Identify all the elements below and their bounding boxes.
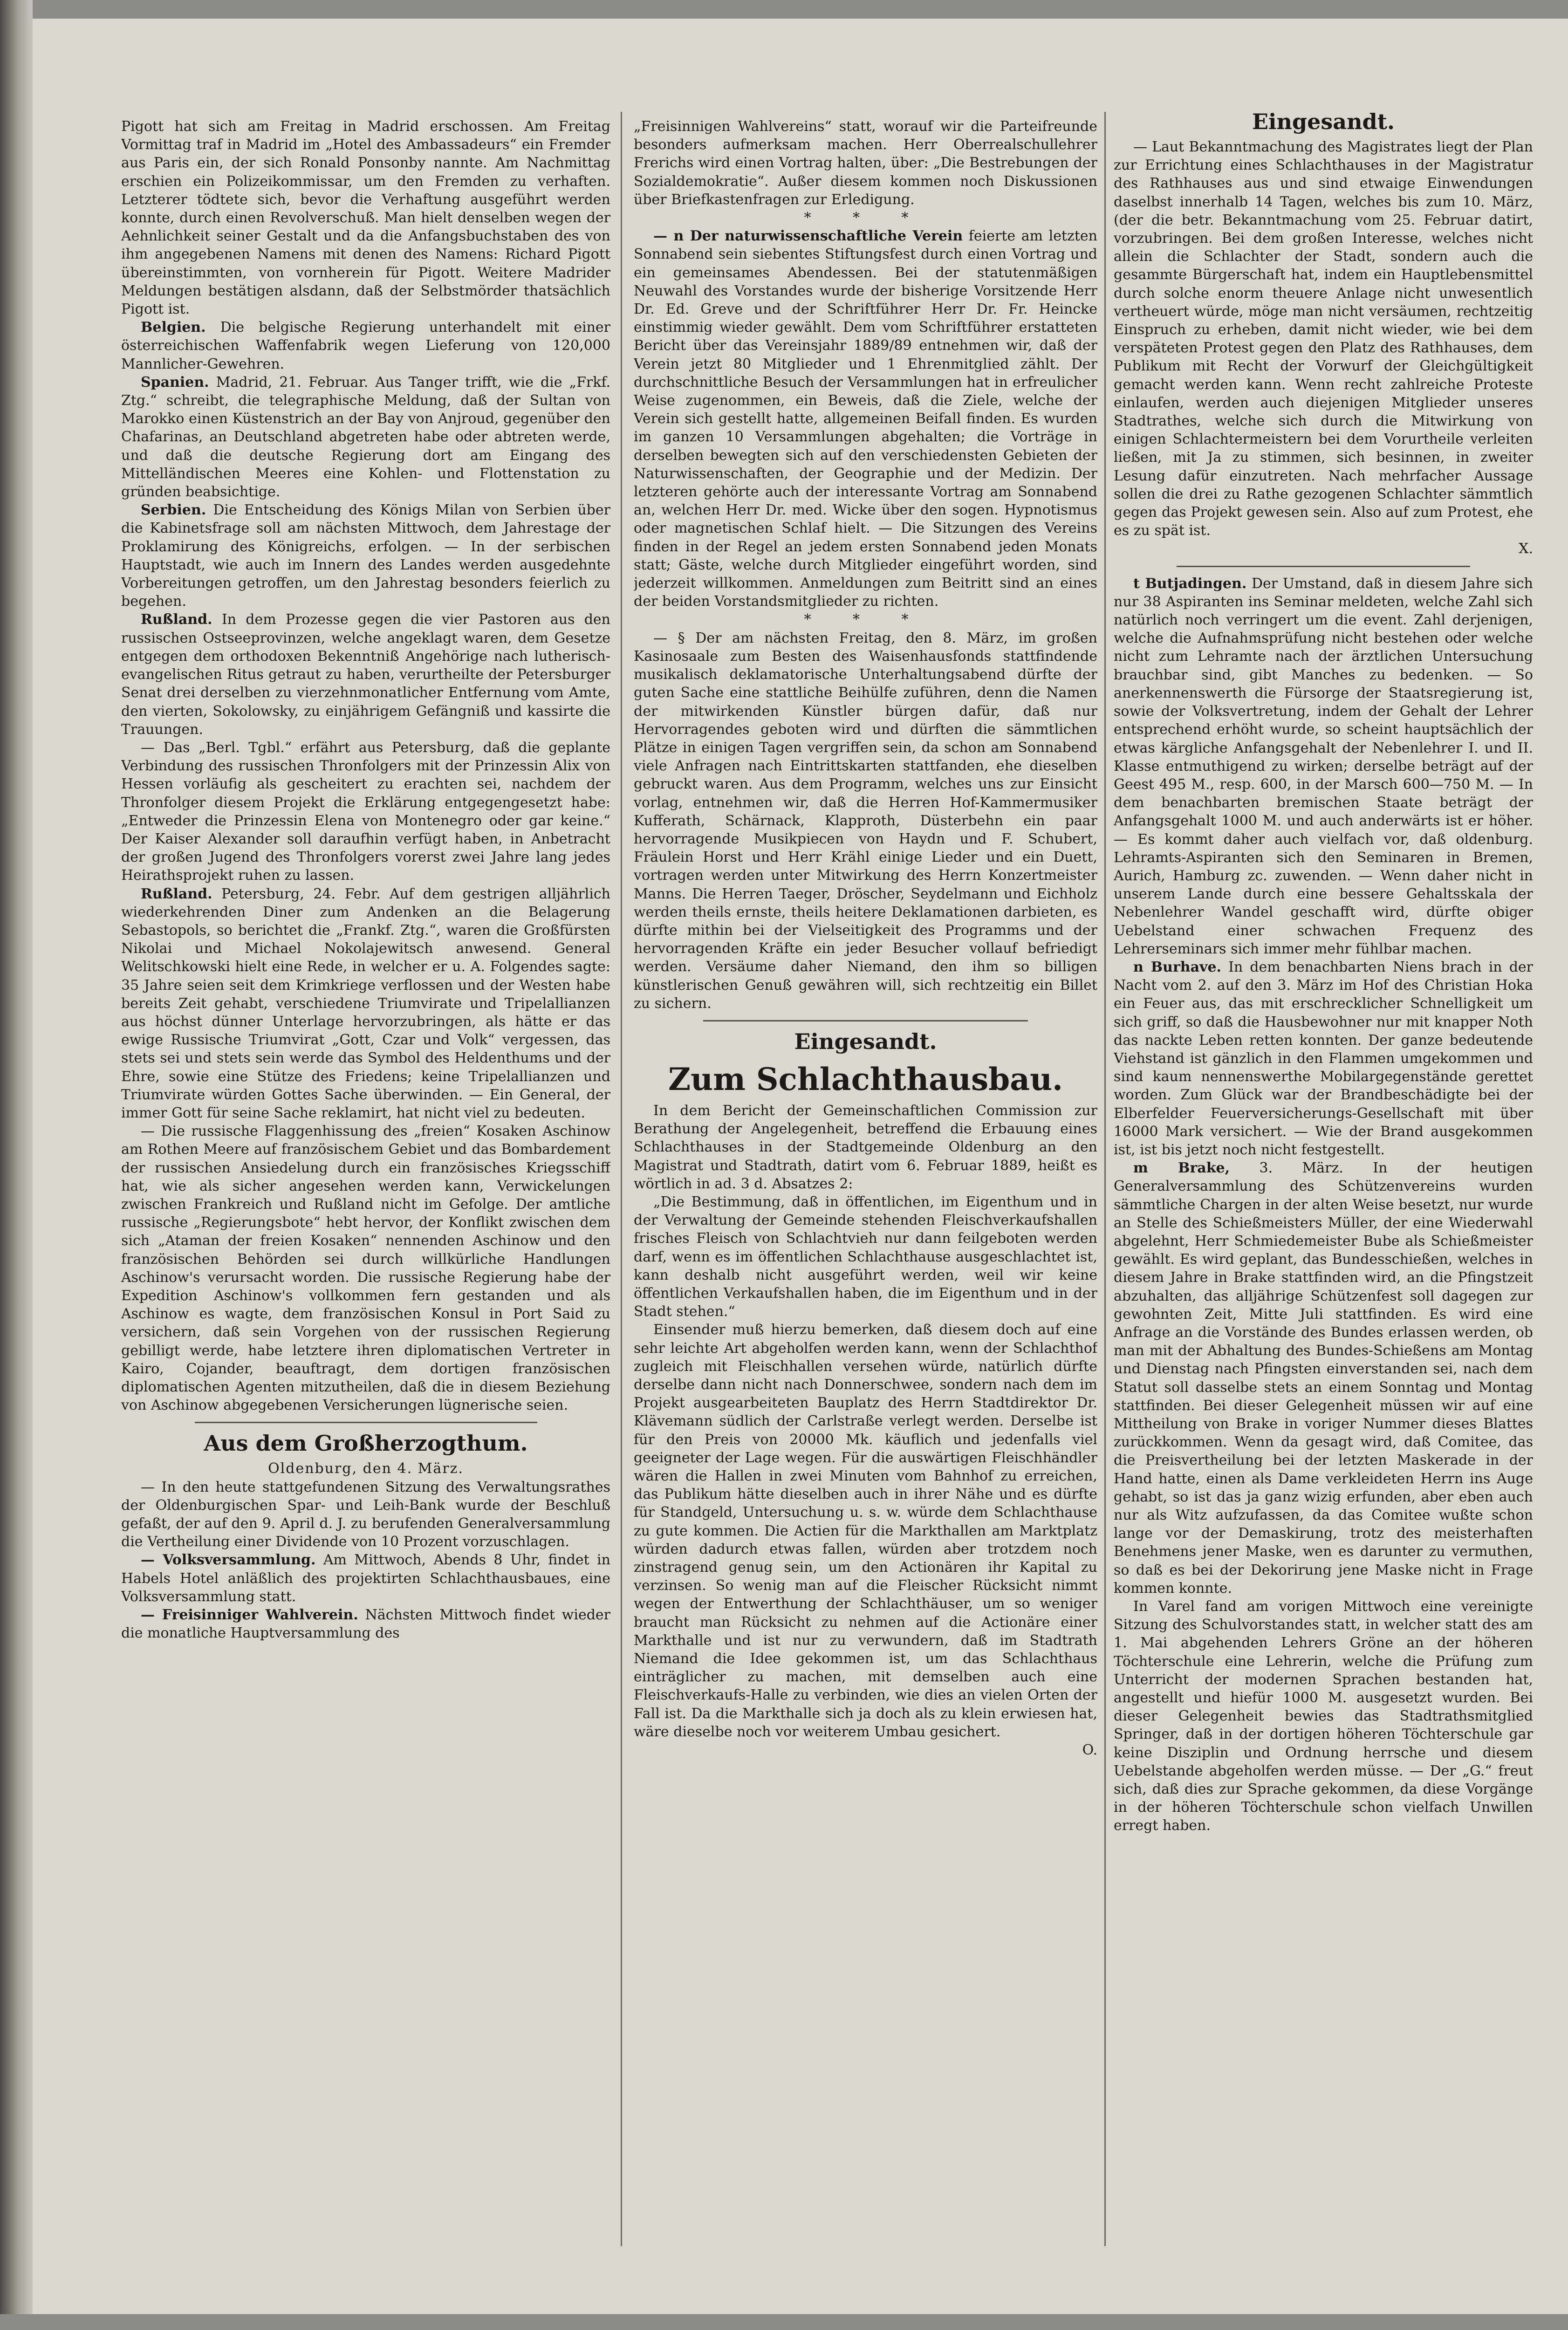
section-divider [195, 1422, 537, 1423]
article-schlachthaus-quote: „Die Bestimmung, daß in öffentlichen, im Eigenthum und in der Verwaltung der Gemeinde stehenden Fleischverkaufshallen frisches Fleisch von Schlachtvieh nur dann feilgeboten werden darf, wenn es im öffentlichen Schlachthause ausgeschlachtet ist, kann deshalb nicht ausgeführt werden, weil wir keine öffentlichen Verkaufshallen haben, die im Eigenthum und in der Stadt stehen.“ [634, 1193, 1097, 1320]
column-3 [1114, 19, 1533, 2330]
text-russland-1: In dem Prozesse gegen die vier Pastoren aus den russischen Ostseeprovinzen, welche angeklagt waren, dem Gesetze entgegen dem orthodoxen Bekenntniß Angehörige nach lutherisch-evangelischen Ritus getraut zu haben, verurtheilte der Petersburger Senat drei derselben zu vierzehnmonatlicher Entfernung vom Amte, den vierten, Sokolowsky, zu einjährigem Gefängniß und kassirte die Trauungen. [121, 611, 610, 738]
article-sparbank: — In den heute stattgefundenen Sitzung des Verwaltungsrathes der Oldenburgischen Spar- und Leih-Bank wurde der Beschluß gefaßt, der auf den 9. April d. J. zu berufenden Generalversammlung die Vertheilung einer Dividende von 10 Prozent vorzuschlagen. [121, 1479, 610, 1550]
section-label-eingesandt: Eingesandt. [794, 1028, 937, 1054]
signature-o: O. [1082, 1742, 1097, 1759]
keyword-brake: m Brake, [1133, 1160, 1230, 1177]
keyword-spanien: Spanien. [141, 374, 209, 391]
text-naturwiss-verein: feierte am letzten Sonnabend sein siebentes Stiftungsfest durch einen Vortrag und ein gemeinsames Abendessen. Bei der statutenmäßigen Neuwahl des Vorstandes wurde der bisherige Vorsitzende Herr Dr. Ed. Greve und der Schriftführer Herr Dr. Fr. Heincke einstimmig wieder gewählt. Dem vom Schriftführer erstatteten Bericht über das Vereinsjahr 1889/89 entnehmen wir, daß der Verein jetzt 80 Mitglieder und 1 Ehrenmitglied zählt. Der durchschnittliche Besuch der Versammlungen hat in erfreulicher Weise zugenommen, ein Beweis, daß die Ziele, welche der Verein sich gestellt hatte, allgemeinen Beifall finden. Es wurden im ganzen 10 Versammlungen abgehalten; die Vorträge in derselben bewegten sich auf den verschiedensten Gebieten der Naturwissenschaften, der Geographie und der Medizin. Der letzteren gehörte auch der interessante Vortrag am Sonnabend an, welchen Herr Dr. med. Wicke über den sogen. Hypnotismus oder magnetischen Schlaf hielt. — Die Sitzungen des Vereins finden in der Regel an jedem ersten Sonnabend jeden Monats statt; Gäste, welche durch Mitglieder eingeführt worden, sind jederzeit willkommen. Anmeldungen zum Beitritt sind an eines der beiden Vorstandsmitglieder zu richten. [634, 228, 1097, 610]
text-serbien: Die Entscheidung des Königs Milan von Serbien über die Kabinetsfrage soll am nächsten Mittwoch, dem Jahrestage der Proklamirung des Königreichs, erfolgen. — In der serbischen Hauptstadt, wie auch im Innern des Landes werden ausgedehnte Vorbereitungen getroffen, um den Jahrestag besonders feierlich zu begehen. [121, 502, 610, 610]
separator-stars-2: * * * [804, 611, 927, 628]
section-title-grossherzogthum: Aus dem Großherzogthum. [204, 1431, 528, 1456]
section-divider-2 [703, 1020, 1028, 1021]
text-wahlverein: Nächsten Mittwoch findet wieder die monatliche Hauptversammlung des [121, 1607, 610, 1642]
text-spanien: Madrid, 21. Februar. Aus Tanger trifft, wie die „Frkf. Ztg.“ schreibt, die telegraphische Meldung, daß der Sultan von Marokko einen Küstenstrich an der Bay von Anjroud, gegenüber den Chafarinas, an Deutschland abgetreten habe oder abtreten werde, und daß die deutsche Regierung dort am Eingang des Mittelländischen Meeres eine Kohlen- und Flottenstation zu gründen beabsichtige. [121, 374, 610, 500]
column-1 [121, 19, 610, 2330]
text-butjadingen: Der Umstand, daß in diesem Jahre sich nur 38 Aspiranten ins Seminar meldeten, welche Zahl sich natürlich noch verringert um die event. Zahl derjenigen, welche die Aufnahmsprüfung nicht bestehen oder welche nicht zum Lehramte nach der ärztlichen Untersuchung brauchbar sind, gibt Manches zu bedenken. — So anerkennenswerth die Fürsorge der Staatsregierung ist, sowie der Volksvertretung, indem der Gehalt der Lehrer entsprechend erhöht wurde, so scheint hauptsächlich der etwas kärgliche Anfangsgehalt der Nebenlehrer I. und II. Klasse entmuthigend zu wirken; derselbe beträgt auf der Geest 495 M., resp. 600, in der Marsch 600—750 M. — In dem benachbarten bremischen Staate beträgt der Anfangsgehalt 1000 M. und auch anderwärts ist er höher. — Es kommt daher auch vielfach vor, daß oldenburg. Lehramts-Aspiranten sich den Seminaren in Bremen, Aurich, Hamburg zc. zuwenden. — Wenn daher nicht in unserem Lande durch eine bessere Gehaltsskala der Nebenlehrer Wandel geschafft wird, dürfte obiger Uebelstand einer schwachen Frequenz des Lehrerseminars sich immer mehr fühlbar machen. [1114, 575, 1533, 957]
text-burhave: In dem benachbarten Niens brach in der Nacht vom 2. auf den 3. März im Hof des Christian Hoka ein Feuer aus, das mit erschrecklicher Schnelligkeit um sich griff, so daß die Hausbewohner nur mit knapper Noth das nackte Leben retten konnten. Der ganze bedeutende Viehstand ist gänzlich in den Flammen umgekommen und sind kaum nennenswerthe Mobilargegenstände gerettet worden. Zum Glück war der Brandbeschädigte bei der Elberfelder Feuerversicherungs-Gesellschaft mit über 16000 Mark versichert. — Wie der Brand ausgekommen ist, ist bis jetzt noch nicht festgestellt. [1114, 959, 1533, 1158]
article-schlachthaus-body: Einsender muß hierzu bemerken, daß diesem doch auf eine sehr leichte Art abgeholfen werden kann, wenn der Schlachthof zugleich mit Fleischhallen versehen würde, natürlich dürfte derselbe dann nicht nach Donnerschwee, sondern nach dem im Projekt ausgearbeiteten Bauplatz des Herrn Stadtdirektor Dr. Klävemann südlich der Carlstraße verlegt werden. Derselbe ist für den Preis von 20000 Mk. käuflich und jedenfalls viel geeigneter der Lage wegen. Für die auswärtigen Fleischhändler wären die Hallen in zwei Minuten vom Bahnhof zu erreichen, das Publikum hätte dieselben auch in ihrer Nähe und es dürfte für Standgeld, Untersuchung u. s. w. würde dem Schlachthause zu gute kommen. Die Actien für die Markthallen am Marktplatz würden dadurch etwas fallen, würden aber trotzdem noch zinstragend genug sein, um den Actionären ihr Kapital zu verzinsen. So wenig man auf die Fleischer Rücksicht nimmt wegen der Entwerthung der Schlachthäuser, um so weniger braucht man Rücksicht zu nehmen auf die Actionäre einer Markthalle und ist nur zu verwundern, daß im Stadtrath Niemand die Idee gekommen ist, um das Schlachthaus einträglicher zu machen, mit demselben auch eine Fleischverkaufs-Halle zu verbinden, wie dies an vielen Orten der Fall ist. Da die Markthalle sich ja doch als zu klein erwiesen hat, wäre dieselbe noch vor weiterem Umbau gesichert. [634, 1322, 1097, 1740]
article-butjadingen [1114, 575, 1533, 958]
article-schlachthaus-intro: In dem Bericht der Gemeinschaftlichen Commission zur Berathung der Angelegenheit, betreffend die Erbauung eines Schlachthauses in der Stadtgemeinde Oldenburg an den Magistrat und Stadtrath, datirt vom 6. Februar 1889, heißt es wörtlich in ad. 3 d. Absatzes 2: [634, 1102, 1097, 1192]
article-russland-2 [121, 885, 610, 1123]
keyword-serbien: Serbien. [141, 502, 206, 519]
keyword-naturwiss-verein: — n Der naturwissenschaftliche Verein [653, 228, 963, 245]
keyword-butjadingen: t Butjadingen. [1133, 575, 1247, 592]
column-rule-1 [621, 112, 622, 2246]
article-serbien [121, 501, 610, 610]
headline-schlachthausbau: Zum Schlachthausbau. [668, 1061, 1063, 1097]
text-volksversammlung: Am Mittwoch, Abends 8 Uhr, findet in Habels Hotel anläßlich des projektirten Schlachthausbaues, eine Volksversammlung statt. [121, 1552, 610, 1605]
article-waisenhaus-concert: — § Der am nächsten Freitag, den 8. März, im großen Kasinosaale zum Besten des Waisenhausfonds stattfindende musikalisch deklamatorische Unterhaltungsabend dürfte der guten Sache eine stattliche Beihülfe zuführen, denn die Namen der mitwirkenden Künstler bürgen dafür, daß nur Hervorragendes geboten wird und dürften die sämmtlichen Plätze in einigen Tagen vergriffen sein, da schon am Sonnabend viele Anfragen nach Eintrittskarten stattfanden, ehe dieselben gebruckt waren. Aus dem Programm, welches uns zur Einsicht vorlag, entnehmen wir, daß die Herren Hof-Kammermusiker Kufferath, Schärnack, Klapproth, Düsterbehn ein paar hervorragende Musikpiecen von Haydn und F. Schubert, Fräulein Horst und Herr Krähl einige Lieder und ein Duett, vortragen werden unter Mitwirkung des Herrn Konzertmeister Manns. Die Herren Taeger, Dröscher, Seydelmann und Eichholz werden theils ernste, theils heitere Deklamationen darbieten, es dürfte mithin bei der Vielseitigkeit des Programms und der hervorragenden Kräfte ein jeder Besucher vollauf befriedigt werden. Versäume daher Niemand, den ihm so billigen künstlerischen Genuß gewähren will, sich rechtzeitig ein Billet zu sichern. [634, 630, 1097, 1012]
signature-x: X. [1519, 541, 1533, 557]
article-belgien [121, 318, 610, 373]
keyword-russland-1: Rußland. [141, 611, 212, 628]
article-burhave [1114, 958, 1533, 1159]
keyword-volksversammlung: — Volksversammlung. [141, 1552, 316, 1569]
article-pigott: Pigott hat sich am Freitag in Madrid erschossen. Am Freitag Vormittag traf in Madrid im „Hotel des Ambassadeurs“ ein Fremder aus Paris ein, der sich Ronald Ponsonby nannte. Am Nachmittag erschien ein Polizeikommissar, um den Fremden zu verhaften. Letzterer tödtete sich, bevor die Verhaftung ausgeführt werden konnte, durch einen Revolverschuß. Man hielt denselben wegen der Aehnlichkeit seiner Gestalt und da die Anfangsbuchstaben des von ihm angegebenen Namens mit denen des Namens: Richard Pigott übereinstimmten, von vornherein für Pigott. Weitere Madrider Meldungen bestätigen alsdann, daß der Selbstmörder thatsächlich Pigott ist. [121, 118, 610, 318]
dateline-oldenburg: Oldenburg, den 4. März. [268, 1460, 464, 1477]
keyword-burhave: n Burhave. [1133, 959, 1221, 975]
article-russland-1b: — Das „Berl. Tgbl.“ erfährt aus Petersburg, daß die geplante Verbindung des russischen Thronfolgers mit der Prinzessin Alix von Hessen vorläufig als gescheitert zu erachten sei, nachdem der Thronfolger diesem Projekt die Erklärung entgegengesetzt habe: „Entweder die Prinzessin Elena von Montenegro oder gar keine.“ Der Kaiser Alexander soll daraufhin verfügt haben, in Anbetracht der großen Jugend des Thronfolgers vorerst zwei Jahre lang jedes Heirathsprojekt ruhen zu lassen. [121, 739, 610, 884]
article-spanien [121, 373, 610, 501]
article-naturwiss-verein [634, 227, 1097, 610]
text-russland-2: Petersburg, 24. Febr. Auf dem gestrigen alljährlich wiederkehrenden Diner zum Andenken an die Belagerung Sebastopols, so berichtet die „Frankf. Ztg.“, waren die Großfürsten Nikolai und Michael Nokolajewitsch anwesend. General Welitschkowski hielt eine Rede, in welcher er u. A. Folgendes sagte: 35 Jahre seien seit dem Krimkriege verflossen und der Westen habe bereits Zeit gehabt, verschiedene Triumvirate und Tripelallianzen aus höchst dünner Unterlage hervorzubringen, als hätte er das ewige Russische Triumvirat „Gott, Czar und Volk“ vergessen, das stets sei und stets sein werde das Symbol des Heldenthums und der Ehre, sowie eine Stütze des Friedens; keine Tripelallianzen und Triumvirate würden Gottes Sache überwinden. — Ein General, der immer Gott für seine Sache reklamirt, hat nicht viel zu bedeuten. [121, 885, 610, 1121]
keyword-wahlverein: — Freisinniger Wahlverein. [141, 1607, 358, 1624]
column-2 [634, 19, 1097, 2330]
article-brake [1114, 1159, 1533, 1597]
article-varel: In Varel fand am vorigen Mittwoch eine vereinigte Sitzung des Schulvorstandes statt, in welcher statt des am 1. Mai abgehenden Lehrers Gröne an der höheren Töchterschule eine Lehrerin, welche die Prüfung zum Unterricht der modernen Sprachen bestanden hat, angestellt und hiefür 1000 M. ausgesetzt wurden. Bei dieser Gelegenheit bewies das Stadtrathsmitglied Springer, daß in der dortigen höheren Töchterschule gar keine Disziplin und Ordnung herrsche und diesem Uebelstande abgeholfen werden müsse. — Der „G.“ freut sich, daß dies zur Sprache gekommen, da diese Vorgänge in der höheren Töchterschule schon vielfach Unwillen erregt haben. [1114, 1598, 1533, 1834]
article-russland-3: — Die russische Flaggenhissung des „freien“ Kosaken Aschinow am Rothen Meere auf französischem Gebiet und das Bombardement der russischen Ansiedelung durch ein französisches Kriegsschiff hat, wie als sicher angesehen werden kann, Verwickelungen zwischen Frankreich und Rußland nicht im Gefolge. Der amtliche russische „Regierungsbote“ hebt hervor, der Konflikt zwischen dem sich „Ataman der freien Kosaken“ nennenden Aschinow und den französischen Behörden sei durch willkürliche Handlungen Aschinow's verursacht worden. Die russische Regierung habe der Expedition Aschinow's vollkommen fern gestanden und als Aschinow es wagte, dem französischen Konsul in Port Said zu versichern, daß sein Vorgehen von der russischen Regierung gebilligt werde, habe letztere ihren diplomatischen Vertreter in Kairo, Cojander, beauftragt, dem dortigen französischen diplomatischen Agenten mitzutheilen, daß die in diesem Beziehung von Aschinow abgegebenen Versicherungen lügnerische seien. [121, 1123, 610, 1414]
separator-stars-1: * * * [804, 210, 927, 226]
text-belgien: Die belgische Regierung unterhandelt mit einer österreichischen Waffenfabrik wegen Lieferung von 120,000 Mannlicher-Gewehren. [121, 319, 610, 372]
article-wahlverein-cont: „Freisinnigen Wahlvereins“ statt, worauf wir die Parteifreunde besonders aufmerksam machen. Herr Oberrealschullehrer Frerichs wird einen Vortrag halten, über: „Die Bestrebungen der Sozialdemokratie“. Außer diesem kommen noch Diskussionen über Briefkastenfragen zur Erledigung. [634, 118, 1097, 208]
article-magistrat-protest: — Laut Bekanntmachung des Magistrates liegt der Plan zur Errichtung eines Schlachthauses in der Magistratur des Rathhauses aus und sind etwaige Einwendungen daselbst innerhalb 14 Tagen, welches bis zum 10. März, (der die betr. Bekanntmachung vom 25. Februar datirt, vorzubringen. Bei dem großen Interesse, welches nicht allein die Schlachter der Stadt, sondern auch die gesammte Bürgerschaft hat, indem ein Hauptlebensmittel durch solche enorm theuere Anlage nicht unwesentlich vertheuert würde, möge man nicht versäumen, rechtzeitig Einspruch zu erheben, damit nicht wieder, wie bei dem verspäteten Protest gegen den Platz des Rathhauses, dem Publikum mit Recht der Vorwurf der Gleichgültigkeit gemacht werden kann. Wenn recht zahlreiche Proteste einlaufen, werden auch diejenigen Mitglieder unseres Stadtrathes, welche sich durch die Mitwirkung von einigen Schlachtermeistern bei dem Vorurtheile verleiten ließen, mit Ja zu stimmen, sich besinnen, in zweiter Lesung dafür einzutreten. Nach mehrfacher Aussage sollen die drei zu Rathe gezogenen Schlachter sämmtlich gegen das Projekt gewesen sein. Also auf zum Protest, ehe es zu spät ist. [1114, 139, 1533, 539]
keyword-belgien: Belgien. [141, 319, 206, 336]
article-volksversammlung [121, 1551, 610, 1606]
keyword-russland-2: Rußland. [141, 885, 212, 902]
section-label-eingesandt-2: Eingesandt. [1252, 109, 1395, 134]
column-rule-2 [1104, 112, 1106, 2246]
article-wahlverein [121, 1606, 610, 1642]
text-brake: 3. März. In der heutigen Generalversammlung des Schützenvereins wurden sämmtliche Chargen in der alten Weise besetzt, nur wurde an Stelle des Schießmeisters Müller, der eine Wiederwahl abgelehnt, Herr Schmiedemeister Bube als Schießmeister gewählt. Es wird geplant, das Bundesschießen, welches in diesem Jahre in Brake stattfinden wird, an die Pfingstzeit abzuhalten, das alljährige Schützenfest soll dagegen zur gewohnten Zeit, Mitte Juli stattfinden. Es wird eine Anfrage an die Vorstände des Bundes erlassen werden, ob man mit der Abhaltung des Bundes-Schießens am Montag und Dienstag nach Pfingsten einverstanden sei, nach dem Statut soll dasselbe stets an einem Sonntag und Montag stattfinden. Bei dieser Gelegenheit müssen wir auf eine Mittheilung von Brake in voriger Nummer dieses Blattes zurückkommen. Wenn da gesagt wird, daß Comitee, das die Preisvertheilung bei der letzten Maskerade in der Hand hatte, einen als Dame verkleideten Herrn ins Auge gehabt, so ist das ja ganz wizig erfunden, aber eben auch nur als Witz aufzufassen, da das Comitee wußte schon lange vor der Demaskirung, trotz des meisterhaften Benehmens jener Maske, wen es darunter zu vermuthen, so daß es bei der Dekorirung jene Maske nicht in Frage kommen konnte. [1114, 1160, 1533, 1597]
section-divider-3 [1177, 566, 1470, 567]
newspaper-page [33, 19, 1568, 2314]
article-russland-1 [121, 610, 610, 738]
page-edge-shadow [0, 0, 33, 2314]
